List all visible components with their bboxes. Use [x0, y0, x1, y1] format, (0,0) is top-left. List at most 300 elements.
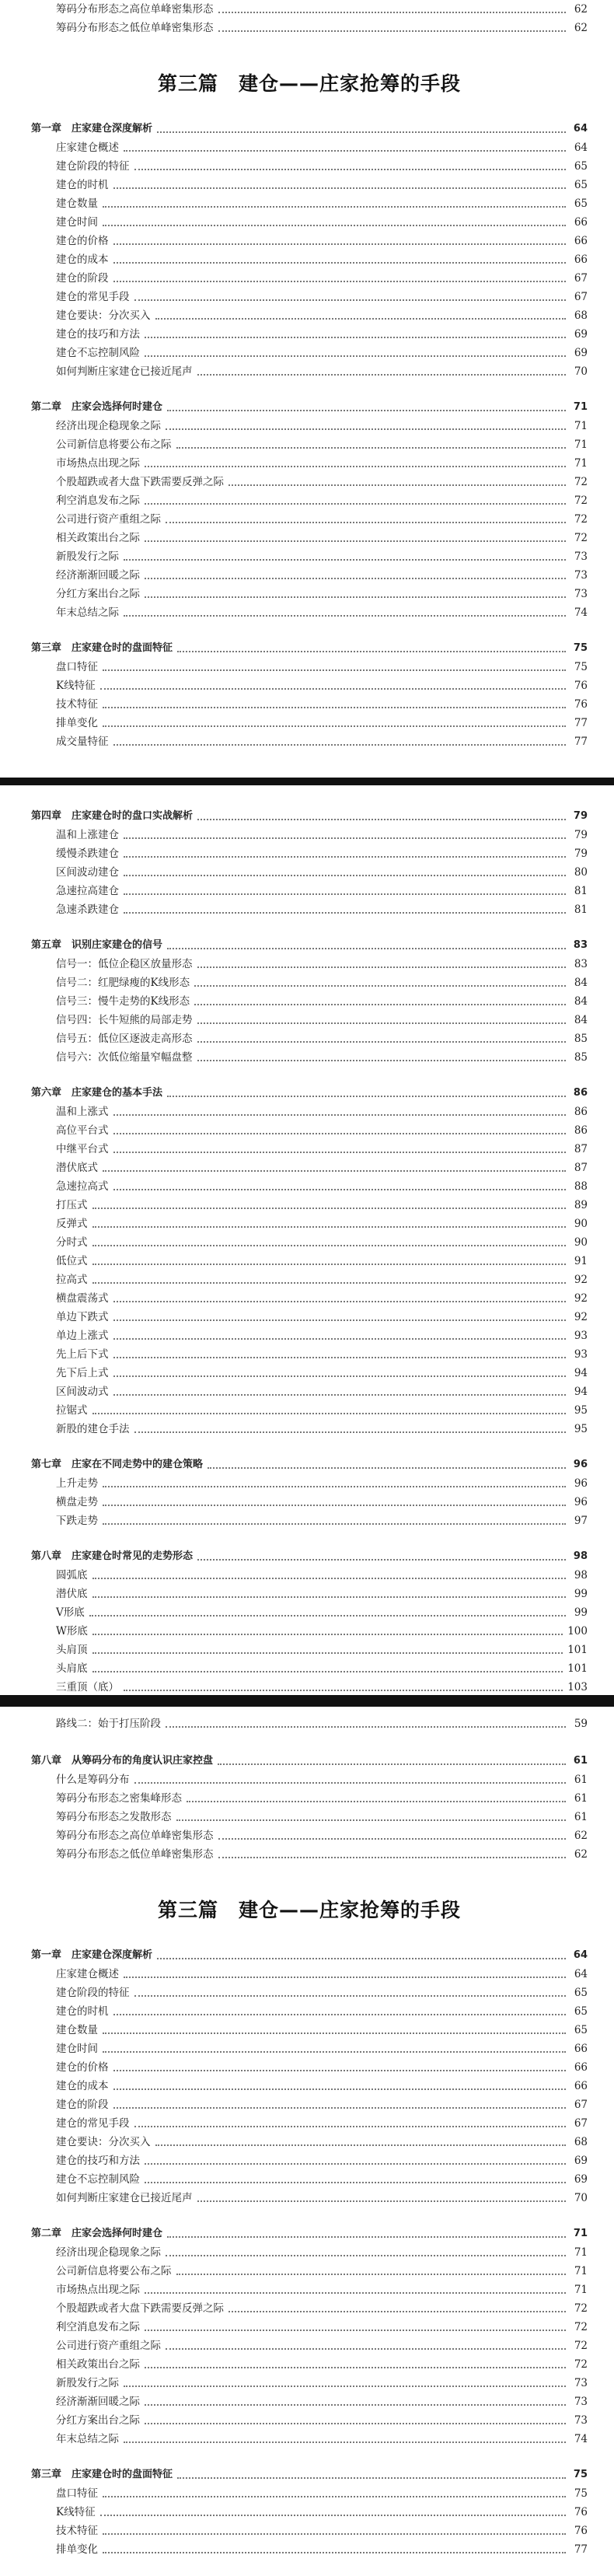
toc-entry[interactable] [31, 1845, 588, 1864]
dot-leader [124, 837, 566, 839]
toc-entry[interactable] [31, 2095, 588, 2114]
dot-leader [113, 1357, 567, 1358]
toc-entry-title: 拉锯式 [56, 1404, 88, 1417]
dot-leader [113, 2070, 567, 2071]
toc-entry[interactable] [31, 1364, 588, 1382]
toc-entry[interactable] [31, 19, 588, 37]
toc-entry[interactable] [31, 1345, 588, 1364]
toc-entry[interactable] [31, 603, 588, 622]
toc-entry-page: 72 [574, 495, 588, 507]
toc-entry[interactable] [31, 844, 588, 863]
toc-entry[interactable] [31, 213, 588, 232]
toc-entry-title: 建仓时间 [56, 2043, 98, 2055]
toc-entry-title: 先上后下式 [56, 1348, 109, 1361]
toc-entry-title: 建仓阶段的特征 [56, 1987, 130, 1999]
dot-leader [103, 2496, 566, 2497]
toc-entry-page: 73 [574, 2377, 588, 2389]
dot-leader [145, 2404, 566, 2406]
chapter-heading[interactable] [31, 1547, 588, 1566]
toc-entry[interactable] [31, 1029, 588, 1048]
dot-leader [229, 2311, 566, 2312]
dot-leader [134, 2126, 567, 2127]
chapter-heading-title: 第二章 庄家会选择何时建仓 [31, 401, 163, 413]
dot-leader [92, 1671, 563, 1672]
toc-entry[interactable] [31, 695, 588, 714]
toc-entry-page: 66 [574, 235, 588, 247]
dot-leader [167, 1096, 566, 1097]
toc-entry-page: 70 [574, 365, 588, 378]
dot-leader [197, 1060, 567, 1061]
toc-entry[interactable] [31, 732, 588, 751]
dot-leader [113, 2088, 567, 2090]
toc-entry-title: 横盘走势 [56, 1496, 98, 1508]
toc-page-2 [0, 785, 614, 1695]
toc-entry[interactable] [31, 1215, 588, 1233]
chapter-heading-page: 75 [573, 2469, 588, 2480]
chapter-heading[interactable] [31, 639, 588, 658]
toc-entry[interactable] [31, 2522, 588, 2540]
dot-leader [218, 1857, 567, 1858]
toc-entry-page: 100 [567, 1625, 588, 1638]
toc-entry[interactable] [31, 2318, 588, 2337]
toc-entry-title: 急速杀跌建仓 [56, 904, 119, 916]
toc-entry[interactable] [31, 585, 588, 603]
toc-entry-title: 利空消息发布之际 [56, 495, 140, 507]
dot-leader [197, 1022, 567, 1024]
dot-leader [145, 337, 566, 338]
dot-leader [197, 1041, 567, 1043]
toc-entry-page: 80 [574, 866, 588, 879]
toc-entry[interactable] [31, 2411, 588, 2430]
toc-entry[interactable] [31, 1493, 588, 1512]
dot-leader [103, 1486, 566, 1487]
dot-leader [197, 2200, 567, 2202]
dot-leader [124, 856, 566, 858]
toc-entry-title: 经济出现企稳现象之际 [56, 2246, 161, 2259]
dot-leader [103, 1523, 566, 1525]
toc-entry-title: 筹码分布形态之高位单峰密集形态 [56, 1830, 214, 1842]
toc-entry[interactable] [31, 250, 588, 269]
chapter-heading[interactable] [31, 2466, 588, 2484]
toc-entry-title: 新股发行之际 [56, 2377, 119, 2389]
toc-entry-title: 反弹式 [56, 1218, 88, 1230]
toc-entry[interactable] [31, 1789, 588, 1808]
dot-leader [145, 2423, 566, 2424]
toc-entry-page: 75 [574, 2487, 588, 2500]
chapter-heading-title: 第三章 庄家建仓时的盘面特征 [31, 2469, 173, 2480]
toc-entry-page: 92 [574, 1274, 588, 1286]
dot-leader [218, 30, 567, 32]
chapter-block [31, 1084, 588, 1438]
dot-leader [124, 893, 566, 895]
toc-entry[interactable] [31, 2484, 588, 2503]
toc-entry[interactable] [31, 658, 588, 676]
chapter-heading-title: 第二章 庄家会选择何时建仓 [31, 2228, 163, 2239]
dot-leader [197, 966, 567, 968]
dot-leader [92, 1634, 563, 1635]
toc-entry[interactable] [31, 2058, 588, 2077]
chapter-heading[interactable] [31, 2225, 588, 2243]
part-title: 第三篇 建仓——庄家抢筹的手段 [157, 1899, 461, 1921]
toc-entry[interactable] [31, 1622, 588, 1641]
dot-leader [103, 2032, 566, 2034]
dot-leader [113, 1189, 567, 1190]
toc-entry-title: 年末总结之际 [56, 2433, 119, 2445]
chapter-heading-title: 第五章 识别庄家建仓的信号 [31, 939, 163, 951]
toc-entry-title: 信号五：低位区逐波走高形态 [56, 1033, 193, 1045]
dot-leader [124, 615, 566, 617]
toc-entry-page: 69 [574, 2173, 588, 2186]
toc-entry-title: 信号四：长牛短熊的局部走势 [56, 1014, 193, 1026]
toc-entry[interactable] [31, 714, 588, 732]
toc-entry[interactable] [31, 1011, 588, 1029]
toc-entry-page: 65 [574, 2024, 588, 2036]
toc-entry-page: 85 [574, 1033, 588, 1045]
chapter-block [31, 936, 588, 1067]
toc-entry[interactable] [31, 510, 588, 529]
toc-entry[interactable] [31, 2430, 588, 2448]
toc-entry[interactable] [31, 1566, 588, 1585]
dot-leader [197, 374, 567, 376]
toc-entry[interactable] [31, 2189, 588, 2207]
dot-leader [194, 1004, 566, 1005]
toc-entry[interactable] [31, 1512, 588, 1530]
dot-leader [124, 912, 566, 914]
toc-entry-page: 66 [574, 2061, 588, 2074]
toc-entry-page: 92 [574, 1292, 588, 1305]
toc-entry[interactable] [31, 2281, 588, 2299]
dot-leader [166, 2255, 566, 2256]
toc-entry[interactable] [31, 288, 588, 306]
dot-leader [176, 447, 567, 449]
chapter-heading-page: 75 [573, 642, 588, 654]
toc-entry[interactable] [31, 1382, 588, 1401]
chapter-list [31, 120, 588, 751]
toc-entry[interactable] [31, 2002, 588, 2021]
toc-entry[interactable] [31, 1326, 588, 1345]
toc-entry[interactable] [31, 1714, 588, 1733]
chapter-block [31, 398, 588, 622]
dot-leader [218, 12, 567, 13]
toc-entry[interactable] [31, 2262, 588, 2281]
toc-entry-page: 68 [574, 309, 588, 322]
toc-entry-title: 如何判断庄家建仓已接近尾声 [56, 2192, 193, 2204]
chapter-heading[interactable] [31, 1456, 588, 1474]
toc-entry[interactable] [31, 138, 588, 157]
dot-leader [157, 1958, 566, 1959]
toc-entry[interactable] [31, 157, 588, 176]
toc-entry-page: 74 [574, 606, 588, 619]
toc-entry-page: 62 [574, 1848, 588, 1861]
toc-entry-page: 99 [574, 1588, 588, 1600]
toc-entry-page: 72 [574, 2302, 588, 2315]
toc-entry-title: 什么是筹码分布 [56, 1774, 130, 1786]
chapter-block [31, 1456, 588, 1530]
toc-entry-page: 66 [574, 216, 588, 229]
dot-leader [145, 355, 566, 357]
toc-entry[interactable] [31, 863, 588, 882]
toc-entry-title: 建仓的常见手段 [56, 291, 130, 303]
toc-entry[interactable] [31, 1048, 588, 1067]
toc-entry[interactable] [31, 676, 588, 695]
chapter-heading[interactable] [31, 807, 588, 826]
dot-leader [103, 1170, 566, 1172]
toc-entry-page: 65 [574, 160, 588, 173]
toc-entry-title: 建仓的时机 [56, 179, 109, 191]
toc-entry-title: 筹码分布形态之高位单峰密集形态 [56, 3, 214, 16]
toc-entry-title: 缓慢杀跌建仓 [56, 848, 119, 860]
dot-leader [176, 1819, 567, 1821]
toc-entry-title: 建仓时间 [56, 216, 98, 229]
dot-leader [92, 1264, 567, 1265]
part-title: 第三篇 建仓——庄家抢筹的手段 [157, 72, 461, 95]
toc-entry-page: 92 [574, 1311, 588, 1323]
toc-entry-title: 经济渐渐回暖之际 [56, 2396, 140, 2408]
toc-entry[interactable] [31, 529, 588, 547]
toc-entry-title: 单边下跌式 [56, 1311, 109, 1323]
toc-entry-title: 分红方案出台之际 [56, 2414, 140, 2427]
toc-entry-page: 87 [574, 1162, 588, 1174]
toc-entry-page: 69 [574, 328, 588, 341]
toc-entry-title: 信号二：红肥绿瘦的K线形态 [56, 977, 190, 989]
toc-entry[interactable] [31, 473, 588, 491]
dot-leader [145, 503, 566, 505]
toc-entry[interactable] [31, 1641, 588, 1659]
dot-leader [145, 596, 566, 598]
toc-entry-title: 公司进行资产重组之际 [56, 2340, 161, 2352]
dot-leader [103, 707, 566, 708]
toc-entry-page: 96 [574, 1477, 588, 1490]
chapter-heading-page: 61 [573, 1755, 588, 1767]
toc-entry[interactable] [31, 0, 588, 19]
toc-entry[interactable] [31, 1103, 588, 1121]
dot-leader [166, 2348, 566, 2350]
dot-leader [157, 131, 566, 133]
dot-leader [92, 1226, 567, 1228]
leading-entries [31, 0, 588, 37]
toc-entry[interactable] [31, 992, 588, 1011]
toc-entry[interactable] [31, 2151, 588, 2170]
toc-entry[interactable] [31, 955, 588, 973]
toc-entry[interactable] [31, 1659, 588, 1678]
toc-entry[interactable] [31, 1196, 588, 1215]
dot-leader [166, 428, 566, 430]
toc-entry-title: V形底 [56, 1606, 85, 1619]
dot-leader [113, 1133, 567, 1134]
chapter-heading-page: 83 [573, 939, 588, 951]
toc-entry[interactable] [31, 2243, 588, 2262]
toc-entry-title: 如何判断庄家建仓已接近尾声 [56, 365, 193, 378]
toc-entry-title: 建仓的常见手段 [56, 2117, 130, 2130]
toc-entry-page: 90 [574, 1236, 588, 1249]
toc-entry[interactable] [31, 1965, 588, 1984]
dot-leader [113, 243, 567, 245]
chapter-heading[interactable] [31, 936, 588, 955]
toc-entry-page: 77 [574, 717, 588, 729]
toc-entry[interactable] [31, 269, 588, 288]
dot-leader [92, 1208, 567, 1209]
dot-leader [155, 318, 567, 320]
chapter-heading[interactable] [31, 120, 588, 138]
chapter-heading[interactable] [31, 1946, 588, 1965]
chapter-heading-page: 86 [573, 1087, 588, 1099]
dot-leader [113, 744, 567, 746]
toc-entry-page: 64 [574, 142, 588, 154]
toc-entry-page: 67 [574, 291, 588, 303]
toc-entry[interactable] [31, 1233, 588, 1252]
toc-entry-title: 相关政策出台之际 [56, 2358, 140, 2371]
toc-entry[interactable] [31, 1401, 588, 1420]
dot-leader [89, 1615, 566, 1617]
toc-entry-title: 利空消息发布之际 [56, 2321, 140, 2333]
toc-entry[interactable] [31, 435, 588, 454]
toc-entry-title: 急速拉高式 [56, 1180, 109, 1193]
chapter-heading-title: 第一章 庄家建仓深度解析 [31, 123, 153, 135]
toc-entry-title: 筹码分布形态之密集峰形态 [56, 1792, 182, 1805]
chapter-heading[interactable] [31, 1752, 588, 1770]
toc-entry[interactable] [31, 1678, 588, 1695]
chapter-heading[interactable] [31, 398, 588, 417]
toc-entry[interactable] [31, 882, 588, 900]
toc-entry-page: 71 [574, 457, 588, 470]
dot-leader [113, 281, 567, 282]
toc-entry-page: 72 [574, 2340, 588, 2352]
toc-entry[interactable] [31, 2021, 588, 2039]
toc-entry-title: 市场热点出现之际 [56, 457, 140, 470]
toc-entry-title: 技术特征 [56, 2525, 98, 2537]
toc-entry[interactable] [31, 2503, 588, 2522]
toc-entry-page: 86 [574, 1124, 588, 1137]
toc-entry-page: 77 [574, 736, 588, 748]
toc-entry[interactable] [31, 1308, 588, 1326]
toc-entry[interactable] [31, 2355, 588, 2374]
toc-entry-title: 技术特征 [56, 698, 98, 711]
toc-entry[interactable] [31, 566, 588, 585]
toc-entry-page: 76 [574, 2525, 588, 2537]
toc-entry[interactable] [31, 1984, 588, 2002]
toc-entry-page: 84 [574, 977, 588, 989]
chapter-block [31, 2466, 588, 2559]
toc-entry[interactable] [31, 194, 588, 213]
toc-entry[interactable] [31, 176, 588, 194]
dot-leader [145, 2182, 566, 2183]
toc-entry-title: 下跌走势 [56, 1515, 98, 1527]
toc-entry[interactable] [31, 2039, 588, 2058]
dot-leader [134, 1431, 567, 1433]
chapter-list [31, 807, 588, 1695]
toc-entry[interactable] [31, 1808, 588, 1826]
toc-entry[interactable] [31, 973, 588, 992]
toc-entry-title: 新股发行之际 [56, 551, 119, 563]
dot-leader [103, 2533, 566, 2535]
toc-entry[interactable] [31, 417, 588, 435]
toc-entry[interactable] [31, 1271, 588, 1289]
dot-leader [145, 2163, 566, 2165]
dot-leader [113, 2014, 567, 2015]
dot-leader [92, 1282, 567, 1284]
toc-entry[interactable] [31, 1140, 588, 1159]
toc-entry-title: 潜伏底式 [56, 1162, 98, 1174]
dot-leader [218, 1763, 566, 1765]
toc-entry[interactable] [31, 2392, 588, 2411]
toc-entry[interactable] [31, 1603, 588, 1622]
toc-entry[interactable] [31, 1252, 588, 1271]
toc-entry-title: 筹码分布形态之发散形态 [56, 1811, 172, 1823]
chapter-block [31, 120, 588, 381]
toc-entry[interactable] [31, 1121, 588, 1140]
toc-entry[interactable] [31, 1159, 588, 1177]
chapter-heading[interactable] [31, 1084, 588, 1103]
toc-entry[interactable] [31, 1177, 588, 1196]
toc-entry[interactable] [31, 362, 588, 381]
toc-entry[interactable] [31, 1826, 588, 1845]
toc-entry-title: 信号六：次低位缩量窄幅盘整 [56, 1051, 193, 1064]
dot-leader [167, 2236, 566, 2238]
dot-leader [124, 559, 566, 561]
toc-entry-title: 建仓的价格 [56, 235, 109, 247]
toc-entry-title: 筹码分布形态之低位单峰密集形态 [56, 1848, 214, 1861]
dot-leader [113, 1152, 567, 1153]
toc-entry[interactable] [31, 2374, 588, 2392]
toc-entry-page: 79 [574, 848, 588, 860]
toc-entry[interactable] [31, 232, 588, 250]
toc-entry[interactable] [31, 325, 588, 344]
toc-entry[interactable] [31, 2133, 588, 2151]
toc-entry-title: 横盘震荡式 [56, 1292, 109, 1305]
toc-entry[interactable] [31, 1289, 588, 1308]
dot-leader [92, 1578, 567, 1579]
toc-entry-title: 三重顶（底） [56, 1681, 119, 1693]
toc-entry[interactable] [31, 547, 588, 566]
toc-entry[interactable] [31, 2170, 588, 2189]
dot-leader [103, 225, 566, 226]
dot-leader [103, 669, 566, 671]
toc-entry[interactable] [31, 2337, 588, 2355]
toc-entry-page: 88 [574, 1180, 588, 1193]
toc-entry-title: 先下后上式 [56, 1367, 109, 1379]
dot-leader [187, 1801, 566, 1802]
toc-entry[interactable] [31, 826, 588, 844]
dot-leader [229, 484, 566, 486]
toc-entry-page: 101 [567, 1644, 588, 1656]
toc-entry-title: 潜伏底 [56, 1588, 88, 1600]
toc-entry-title: 建仓要诀：分次买入 [56, 2136, 151, 2148]
toc-entry[interactable] [31, 344, 588, 362]
toc-entry-page: 71 [574, 420, 588, 432]
toc-entry-title: 分时式 [56, 1236, 88, 1249]
toc-entry[interactable] [31, 2299, 588, 2318]
toc-entry-page: 93 [574, 1348, 588, 1361]
toc-entry[interactable] [31, 2077, 588, 2095]
toc-entry[interactable] [31, 1770, 588, 1789]
dot-leader [134, 169, 567, 170]
toc-entry[interactable] [31, 2540, 588, 2559]
toc-entry-title: 公司新信息将要公布之际 [56, 439, 172, 451]
toc-entry[interactable] [31, 306, 588, 325]
toc-entry[interactable] [31, 1420, 588, 1438]
toc-entry[interactable] [31, 2114, 588, 2133]
toc-entry-page: 91 [574, 1255, 588, 1267]
toc-entry[interactable] [31, 1474, 588, 1493]
dot-leader [100, 2515, 566, 2516]
toc-entry-title: 盘口特征 [56, 2487, 98, 2500]
toc-entry-page: 71 [574, 2284, 588, 2296]
toc-entry-title: 建仓不忘控制风险 [56, 347, 140, 359]
toc-entry[interactable] [31, 1585, 588, 1603]
toc-entry[interactable] [31, 491, 588, 510]
toc-entry[interactable] [31, 900, 588, 919]
toc-entry[interactable] [31, 454, 588, 473]
